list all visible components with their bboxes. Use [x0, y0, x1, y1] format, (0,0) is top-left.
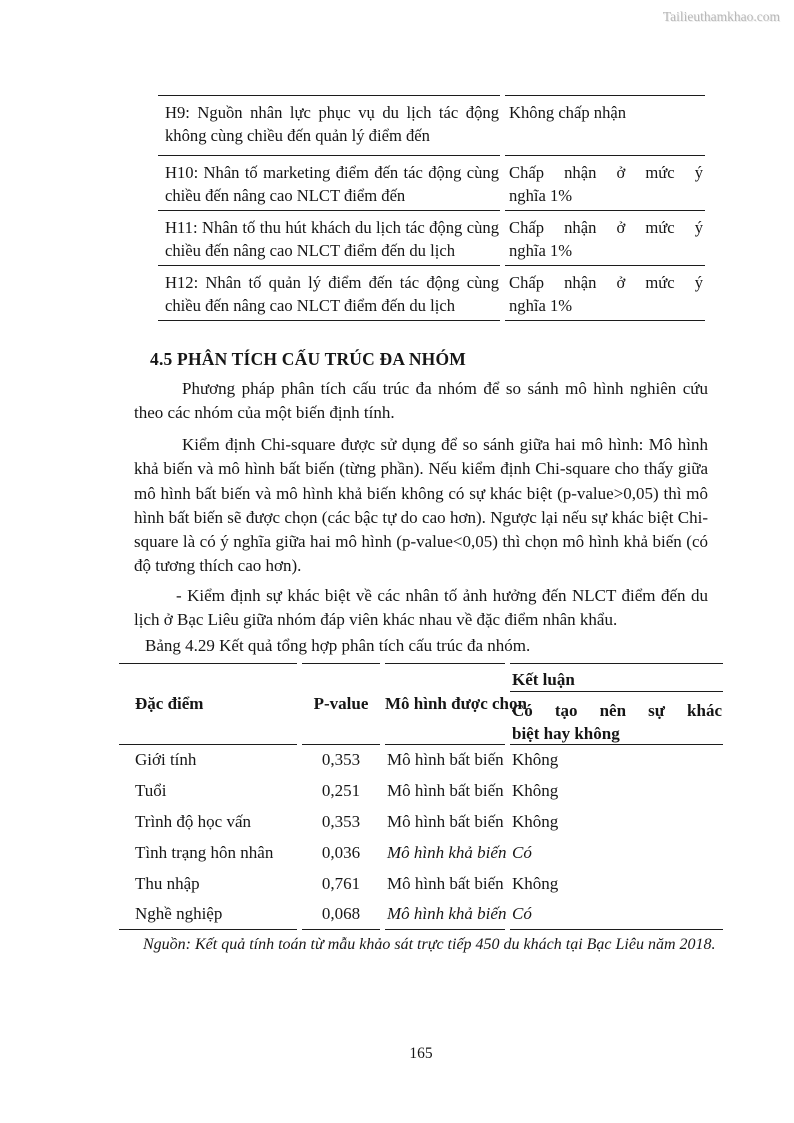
- cell-characteristic: Trình độ học vấn: [135, 811, 252, 831]
- column-header-model: Mô hình được chọn: [385, 663, 505, 745]
- cell-model: Mô hình bất biến: [387, 873, 504, 893]
- cell-model: Mô hình bất biến: [387, 811, 504, 831]
- paragraph: Phương pháp phân tích cấu trúc đa nhóm để so sánh mô hình nghiên cứu theo các nhóm của một biến định tính.: [134, 379, 708, 423]
- hypothesis-text: H11: Nhân tố thu hút khách du lịch tác động cùng chiều đến nâng cao NLCT điểm đến du lịch: [158, 211, 500, 266]
- cell-characteristic: Tình trạng hôn nhân: [135, 842, 274, 862]
- cell-pvalue: 0,036: [321, 842, 361, 862]
- cell-pvalue: 0,251: [321, 781, 361, 801]
- hypothesis-result: Chấp nhận ở mức ý nghĩa 1%: [505, 211, 705, 266]
- watermark: Tailieuthamkhao.com: [662, 9, 780, 24]
- paragraph: - Kiểm định sự khác biệt về các nhân tố ảnh hưởng đến NLCT điểm đến du lịch ở Bạc Liêu giữa nhóm đáp viên khác nhau về đặc điểm nhân khẩu.: [134, 586, 708, 630]
- section-heading: 4.5 PHÂN TÍCH CẤU TRÚC ĐA NHÓM: [150, 349, 466, 369]
- cell-characteristic: Thu nhập: [135, 873, 200, 893]
- cell-pvalue: 0,353: [321, 811, 361, 831]
- source-note: Nguồn: Kết quả tính toán từ mẫu khảo sát trực tiếp 450 du khách tại Bạc Liêu năm 2018.: [143, 936, 716, 953]
- page-number: 165: [409, 1045, 433, 1062]
- column-header-pvalue: P-value: [302, 663, 380, 745]
- hypothesis-result: Không chấp nhận: [505, 95, 705, 156]
- cell-characteristic: Tuổi: [135, 781, 167, 801]
- hypothesis-text: H12: Nhân tố quản lý điểm đến tác động cùng chiều đến nâng cao NLCT điểm đến du lịch: [158, 266, 500, 321]
- cell-model: Mô hình bất biến: [387, 750, 504, 770]
- cell-conclusion: Có: [512, 842, 532, 862]
- cell-pvalue: 0,761: [321, 873, 361, 893]
- cell-conclusion: Không: [512, 750, 559, 770]
- cell-pvalue: 0,068: [302, 899, 380, 930]
- cell-conclusion: Không: [512, 811, 559, 831]
- hypothesis-result: Chấp nhận ở mức ý nghĩa 1%: [505, 266, 705, 321]
- hypotheses-table: [158, 95, 705, 321]
- cell-conclusion: Có: [510, 899, 723, 930]
- cell-model: Mô hình bất biến: [387, 781, 504, 801]
- hypothesis-text: H10: Nhân tố marketing điểm đến tác động cùng chiều đến nâng cao NLCT điểm đến: [158, 156, 500, 211]
- cell-conclusion: Không: [512, 781, 559, 801]
- column-header-conclusion-group: Kết luận: [510, 663, 723, 692]
- cell-characteristic: Giới tính: [135, 750, 197, 770]
- column-header-conclusion-sub: Có tạo nên sự khác biệt hay không: [510, 692, 723, 745]
- hypothesis-text: H9: Nguồn nhân lực phục vụ du lịch tác động không cùng chiều đến quản lý điểm đến: [158, 95, 500, 156]
- cell-conclusion: Không: [512, 873, 559, 893]
- cell-pvalue: 0,353: [321, 750, 361, 770]
- cell-model: Mô hình khả biến: [387, 842, 507, 862]
- paragraph: Kiểm định Chi-square được sử dụng để so sánh giữa hai mô hình: Mô hình khả biến và mô hình bất biến (từng phần). Nếu kiểm định Chi-square cho thấy giữa mô hình bất biến và mô hình khả biến không có sự khác biệt (p-value>0,05) thì mô hình bất biến sẽ được chọn (các bậc tự do cao hơn). Ngược lại nếu sự khác biệt Chi-square là có ý nghĩa giữa hai mô hình (p-value<0,05) thì chọn mô hình khả biến (có độ tương thích cao hơn).: [134, 435, 708, 576]
- table-caption: Bảng 4.29 Kết quả tổng hợp phân tích cấu trúc đa nhóm.: [145, 636, 531, 655]
- hypothesis-result: Chấp nhận ở mức ý nghĩa 1%: [505, 156, 705, 211]
- column-header-characteristic: Đặc điểm: [119, 663, 297, 745]
- cell-model: Mô hình khả biến: [385, 899, 505, 930]
- cell-characteristic: Nghề nghiệp: [119, 899, 297, 930]
- results-table: [119, 663, 723, 930]
